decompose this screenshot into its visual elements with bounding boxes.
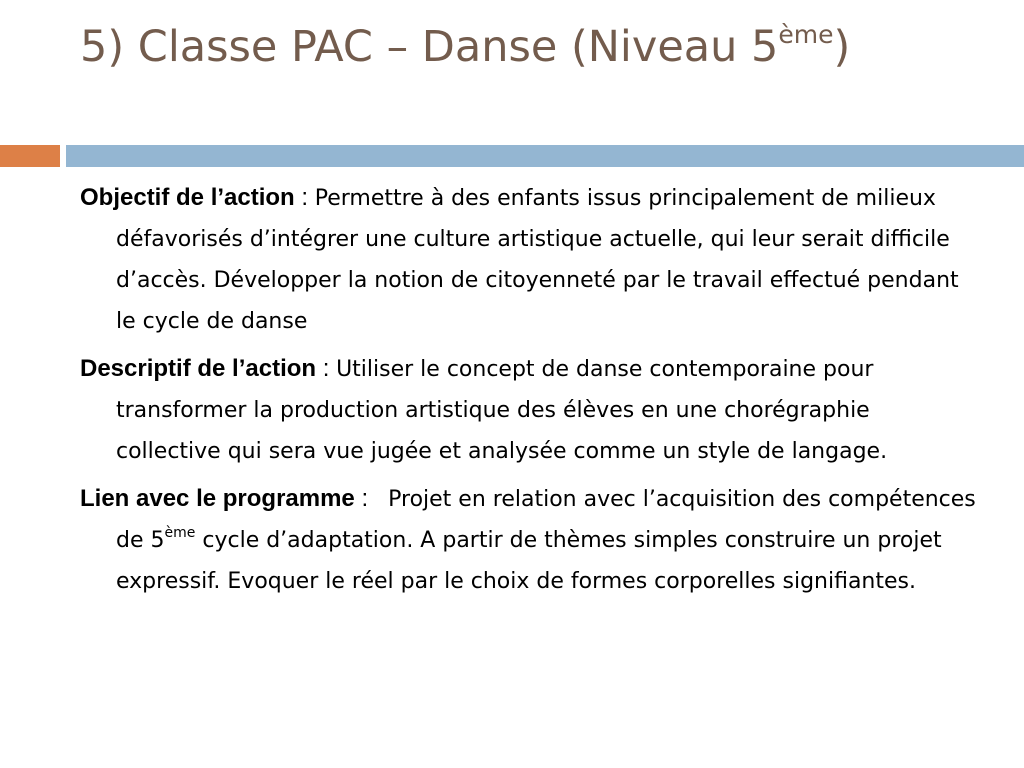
section-label: Objectif de l’action xyxy=(80,184,295,211)
section-lien-programme xyxy=(80,478,980,602)
slide-body xyxy=(80,177,980,608)
section-text: Utiliser le concept de danse contemporaine pour transformer la production artistique des élèves en une chorégraphie collective qui sera vue jugée et analysée comme un style de langage. xyxy=(116,357,888,464)
title-underline-bar xyxy=(66,145,1024,167)
slide-title xyxy=(80,18,980,76)
section-text-continued: cycle d’adaptation. A partir de thèmes simples construire un projet expressif. Evoquer le réel par le choix de formes corporelles signifiantes. xyxy=(116,528,942,594)
section-colon: : xyxy=(316,355,337,382)
section-text: Permettre à des enfants issus principalement de milieux défavorisés d’intégrer une culture artistique actuelle, qui leur serait difficile d’accès. Développer la notion de citoyenneté par le travail effectué pendant le cycle de danse xyxy=(116,186,959,334)
slide-title-superscript: ème xyxy=(778,20,834,49)
slide-title-close: ) xyxy=(833,22,851,72)
section-objectif xyxy=(80,177,980,342)
section-label: Lien avec le programme xyxy=(80,485,355,512)
section-colon: : xyxy=(294,184,315,211)
section-text: Projet en relation avec l’acquisition des compétences de 5 xyxy=(116,487,976,553)
section-text-superscript: ème xyxy=(164,525,196,541)
section-colon: : xyxy=(354,485,389,512)
slide-title-text: 5) Classe PAC – Danse (Niveau 5 xyxy=(80,22,779,72)
section-descriptif xyxy=(80,348,980,472)
accent-bar xyxy=(0,145,60,167)
section-label: Descriptif de l’action xyxy=(80,355,317,382)
